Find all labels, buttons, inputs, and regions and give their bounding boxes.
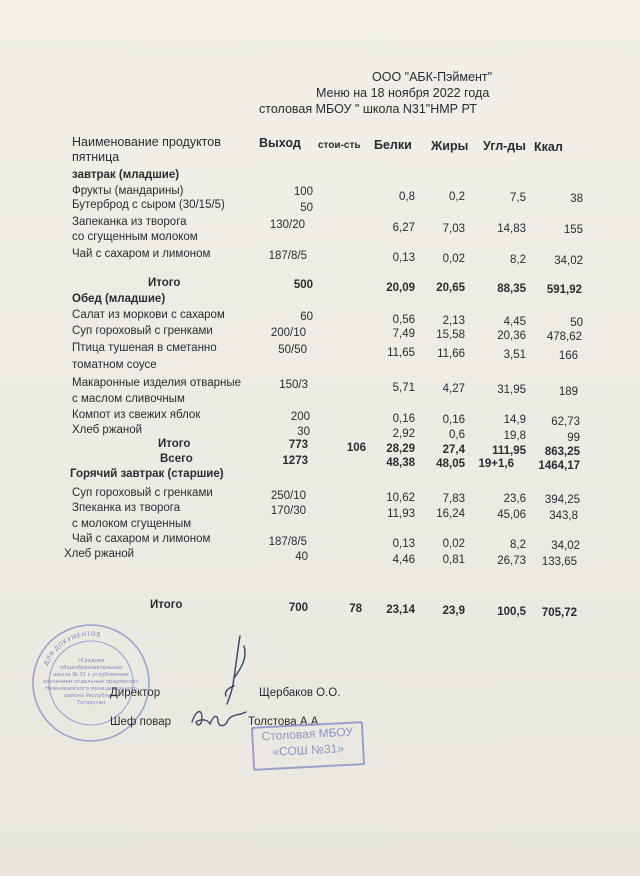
total-output: 773 [288, 439, 308, 451]
table-row-output: 40 [295, 551, 308, 563]
table-row-name-cont: со сгущенным молоком [72, 231, 198, 243]
col-kcal-header: Ккал [534, 140, 563, 154]
table-row-fat: 0,81 [442, 554, 465, 566]
table-row-fat: 16,24 [436, 508, 465, 520]
table-row-carbs: 7,5 [510, 192, 526, 204]
col-name-header: Наименование продуктов [72, 135, 221, 149]
table-row-protein: 4,46 [392, 554, 415, 566]
table-row-output: 200 [290, 411, 310, 423]
table-row-output: 130/20 [269, 219, 305, 231]
total-kcal: 705,72 [541, 607, 577, 619]
table-row-fat: 7,83 [442, 493, 465, 505]
table-row-carbs: 14,9 [503, 414, 526, 426]
section-breakfast-junior: завтрак (младшие) [72, 169, 180, 181]
round-stamp-line: района Республики [64, 693, 118, 699]
table-row-protein: 0,13 [392, 252, 415, 264]
table-row-output: 30 [297, 426, 310, 438]
total-kcal: 591,92 [546, 284, 582, 296]
table-row-name: Суп гороховый с гренками [72, 487, 213, 499]
col-fat-header: Жиры [431, 139, 469, 153]
table-row-name: Макаронные изделия отварные [72, 377, 242, 389]
col-output-header: Выход [259, 136, 301, 150]
table-row-kcal: 478,62 [546, 331, 582, 343]
table-row-fat: 0,6 [449, 429, 465, 441]
round-stamp-outer-text: ДЛЯ ДОКУМЕНТОВ [42, 630, 102, 667]
section-lunch-junior: Обед (младшие) [72, 293, 166, 305]
grand-total-carbs: 19+1,6 [478, 458, 514, 470]
rect-stamp-line: «СОШ №31» [272, 741, 345, 759]
canteen-name: столовая МБОУ " школа N31"НМР РТ [259, 102, 477, 116]
table-row-output: 60 [300, 311, 313, 323]
grand-total-fat: 48,05 [436, 458, 465, 470]
company-name: ООО "АБК-Пэймент" [372, 70, 493, 84]
table-row-protein: 7,49 [392, 328, 415, 340]
table-row-name: Бутерброд с сыром (30/15/5) [72, 199, 225, 211]
menu-date: Меню на 18 ноября 2022 года [316, 86, 490, 100]
table-row-kcal: 62,73 [551, 416, 580, 428]
table-row-protein: 0,16 [392, 413, 415, 425]
table-row-fat: 4,27 [442, 383, 465, 395]
total-label: Итого [150, 599, 183, 611]
table-row-kcal: 50 [570, 317, 583, 329]
table-row-name: Чай с сахаром и лимоном [72, 248, 211, 260]
table-row-name: Салат из моркови с сахаром [72, 309, 225, 321]
col-protein-header: Белки [374, 138, 412, 152]
col-day-header: пятница [72, 150, 120, 164]
table-row-kcal: 99 [567, 432, 580, 444]
grand-total-protein: 48,38 [386, 457, 415, 469]
chef-title: Шеф повар [110, 716, 171, 728]
table-row-protein: 2,92 [392, 428, 415, 440]
round-stamp-line: «Средняя [77, 658, 105, 664]
table-row-name: Птица тушеная в сметанно [72, 342, 217, 354]
round-stamp-line: Татарстан [76, 700, 106, 706]
table-row-carbs: 31,95 [497, 384, 526, 396]
table-row-fat: 11,66 [437, 348, 465, 360]
table-row-kcal: 34,02 [551, 540, 580, 552]
total-protein: 23,14 [386, 604, 415, 616]
table-row-name: Хлеб ржаной [72, 424, 143, 436]
table-row-protein: 0,56 [392, 314, 415, 326]
table-row-output: 187/8/5 [268, 250, 307, 262]
table-row-carbs: 45,06 [497, 509, 526, 521]
table-row-carbs: 4,45 [503, 316, 526, 328]
table-row-carbs: 8,2 [510, 539, 526, 551]
table-row-kcal: 38 [570, 193, 583, 205]
table-row-name: Чай с сахаром и лимоном [72, 533, 211, 545]
director-title: Директор [110, 687, 161, 699]
table-row-carbs: 19,8 [503, 430, 526, 442]
table-row-protein: 5,71 [392, 382, 415, 394]
table-row-kcal: 133,65 [541, 556, 577, 568]
director-name: Щербаков О.О. [259, 687, 341, 699]
table-row-fat: 7,03 [442, 223, 465, 235]
table-row-name: Запеканка из творога [72, 216, 187, 228]
table-row-carbs: 8,2 [510, 254, 526, 266]
total-output: 500 [293, 279, 313, 291]
table-row-carbs: 23,6 [503, 493, 526, 505]
total-carbs: 111,95 [492, 445, 526, 457]
round-stamp-line: Нижнекамского муниципального [45, 686, 137, 692]
table-row-fat: 0,16 [442, 414, 465, 426]
table-row-kcal: 189 [558, 386, 578, 398]
table-row-output: 170/30 [270, 505, 306, 517]
rectangular-stamp [251, 721, 365, 771]
table-row-output: 250/10 [270, 490, 306, 502]
table-row-output: 50/50 [278, 344, 307, 356]
total-fat: 27,4 [442, 444, 465, 456]
chef-signature [188, 700, 250, 732]
table-row-name: Зпеканка из творога [72, 502, 181, 514]
table-row-name-cont: с маслом сливочным [72, 393, 185, 405]
round-stamp-line: общеобразовательная [60, 665, 122, 671]
grand-total-output: 1273 [282, 455, 308, 467]
table-row-output: 150/3 [279, 379, 308, 391]
table-row-fat: 2,13 [442, 315, 465, 327]
table-row-name-cont: томатном соусе [72, 359, 157, 371]
table-row-output: 187/8/5 [268, 536, 307, 548]
table-row-carbs: 3,51 [503, 349, 526, 361]
table-row-name: Фрукты (мандарины) [72, 185, 184, 197]
section-hot-breakfast-senior: Горячий завтрак (старшие) [70, 468, 224, 480]
table-row-protein: 0,8 [399, 191, 415, 203]
round-stamp-line: изучением отдельных предметов» [43, 679, 139, 685]
table-row-output: 50 [300, 202, 313, 214]
total-protein: 20,09 [386, 282, 415, 294]
grand-total-kcal: 1464,17 [538, 460, 580, 472]
table-row-fat: 0,2 [449, 191, 465, 203]
total-cost: 78 [349, 603, 362, 615]
table-row-output: 100 [293, 186, 313, 198]
table-row-name-cont: с молоком сгущенным [72, 518, 192, 530]
total-cost: 106 [346, 442, 366, 454]
total-kcal: 863,25 [544, 446, 580, 458]
table-row-name: Компот из свежих яблок [72, 409, 201, 421]
total-protein: 28,29 [386, 443, 415, 455]
table-row-carbs: 20,36 [497, 330, 526, 342]
grand-total-label: Всего [160, 453, 193, 465]
table-row-name: Хлеб ржаной [64, 548, 135, 560]
total-label: Итого [148, 277, 181, 289]
table-row-kcal: 155 [563, 224, 583, 236]
total-label: Итого [158, 438, 191, 450]
total-fat: 20,65 [436, 282, 465, 294]
total-output: 700 [288, 602, 308, 614]
table-row-kcal: 166 [558, 350, 578, 362]
chef-name: Толстова А.А. [248, 716, 322, 728]
col-carbs-header: Угл-ды [483, 139, 526, 153]
table-row-protein: 11,93 [387, 508, 415, 520]
total-carbs: 100,5 [497, 606, 526, 618]
table-row-kcal: 34,02 [554, 255, 583, 267]
table-row-protein: 0,13 [392, 538, 415, 550]
table-row-fat: 0,02 [442, 253, 465, 265]
table-row-carbs: 14,83 [497, 223, 526, 235]
total-fat: 23,9 [442, 605, 465, 617]
table-row-protein: 10,62 [386, 492, 415, 504]
table-row-carbs: 26,73 [497, 555, 526, 567]
table-row-protein: 11,65 [387, 347, 415, 359]
col-cost-header: стои-сть [318, 140, 361, 151]
table-row-kcal: 343,8 [549, 510, 578, 522]
table-row-name: Суп гороховый с гренками [72, 325, 213, 337]
total-carbs: 88,35 [497, 283, 526, 295]
table-row-output: 200/10 [270, 327, 306, 339]
table-row-fat: 0,02 [442, 538, 465, 550]
round-stamp-line: школа № 31 с углубленным [53, 672, 129, 678]
director-signature [218, 634, 264, 706]
table-row-protein: 6,27 [392, 222, 415, 234]
rect-stamp-line: Столовая МБОУ [261, 724, 354, 744]
table-row-kcal: 394,25 [544, 494, 580, 506]
table-row-fat: 15,58 [436, 329, 465, 341]
